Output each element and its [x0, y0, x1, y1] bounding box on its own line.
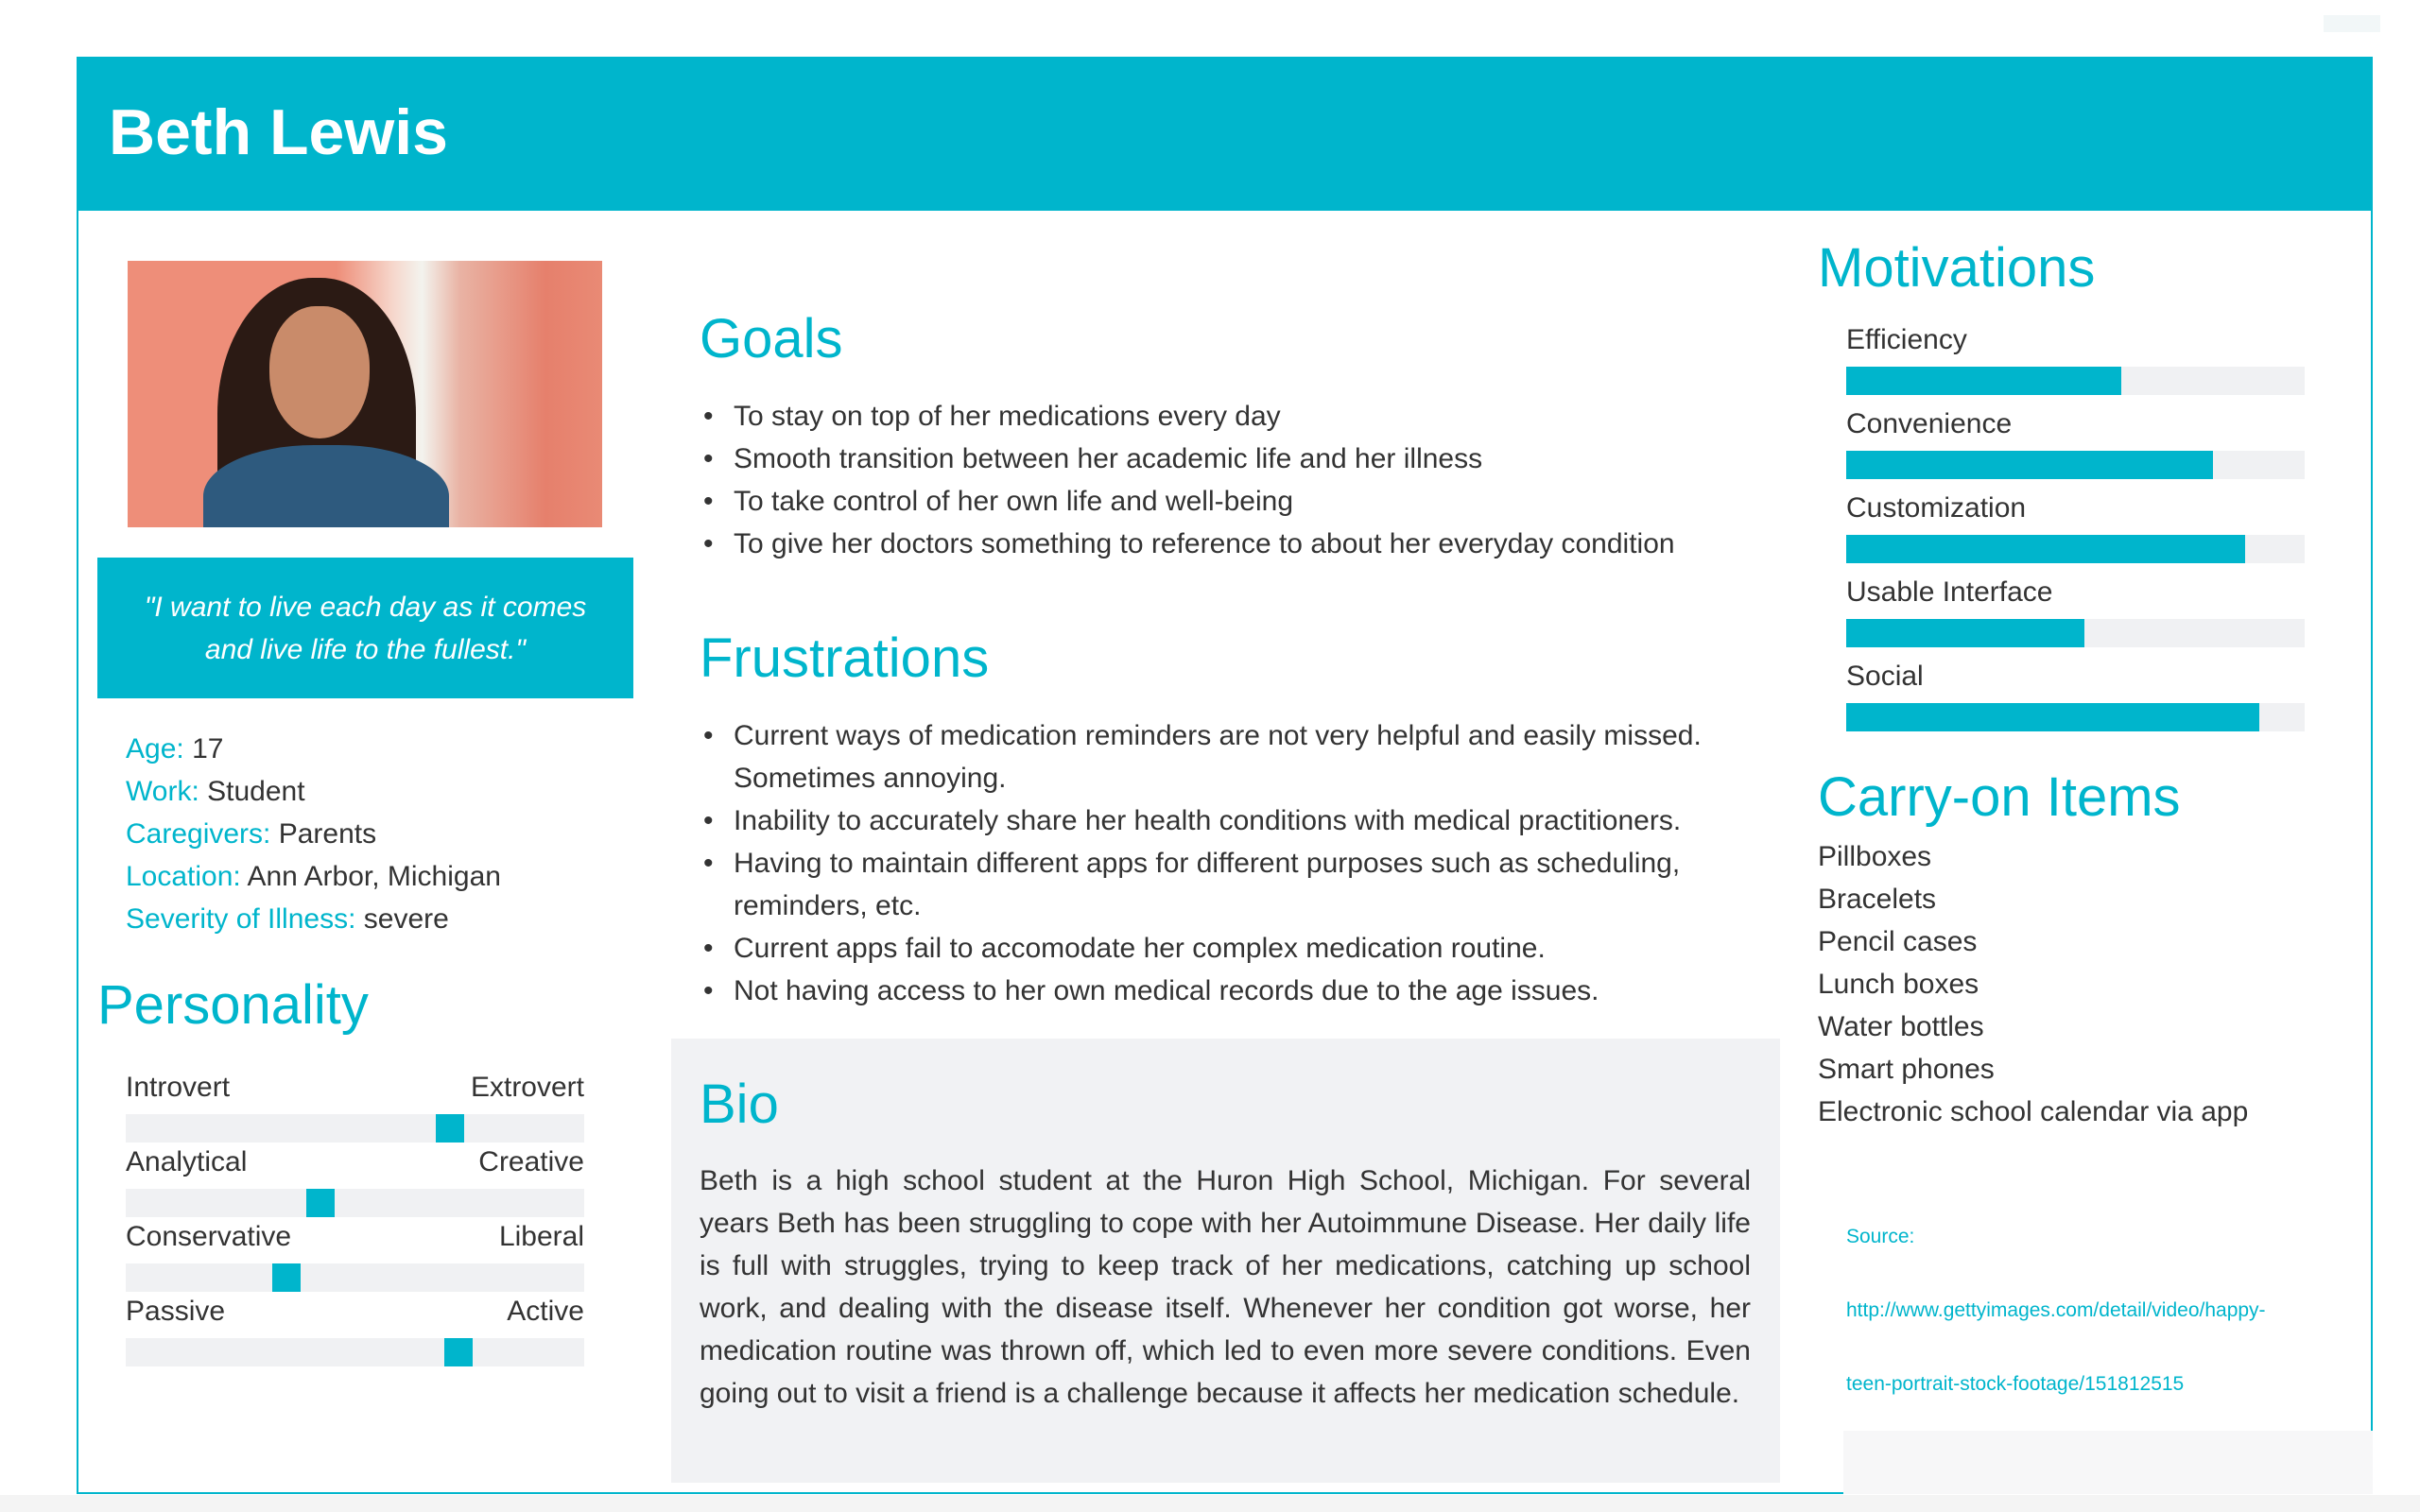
motivation-fill [1846, 451, 2213, 479]
goals-list [700, 395, 1763, 565]
motivation-fill [1846, 619, 2084, 647]
carry-on-list [1818, 835, 2248, 1133]
persona-facts [126, 728, 617, 940]
persona-header [77, 57, 2373, 211]
trait-track [126, 1114, 584, 1143]
fact-age: Age: 17 [126, 733, 224, 765]
frustrations-title: Frustrations [700, 627, 990, 689]
motivation-social: Social [1846, 660, 2305, 745]
list-item: Lunch boxes [1818, 969, 1979, 1000]
persona-quote: "I want to live each day as it comes and live life to the fullest." [97, 558, 633, 698]
list-item: • Not having access to her own medical records due to the age issues. [700, 970, 1763, 1012]
motivation-efficiency: Efficiency [1846, 323, 2305, 408]
persona-photo [128, 261, 602, 527]
source-link-continued[interactable]: teen-portrait-stock-footage/151812515 [1846, 1373, 2185, 1395]
list-item: Pencil cases [1818, 926, 1978, 957]
photo-face [269, 306, 370, 438]
persona-name: Beth Lewis [109, 96, 448, 168]
bio-text: Beth is a high school student at the Huron High School, Michigan. For several years Beth has been struggling to cope with her Autoimmune Disease. Her daily life is full with struggles, trying to keep track of her medications, catching up school work, and dealing with the disease itself. Whenever her condition got worse, her medication routine was thrown off, which led to even more severe conditions. Even going out to visit a friend is a challenge because it affects her medication schedule. [700, 1165, 1751, 1409]
trait-marker [436, 1114, 464, 1143]
motivations-title: Motivations [1818, 237, 2096, 299]
motivation-convenience: Convenience [1846, 407, 2305, 492]
trait-marker [306, 1189, 335, 1217]
motivation-fill [1846, 535, 2245, 563]
list-item: • Having to maintain different apps for different purposes such as scheduling, reminders, etc. [700, 842, 1763, 927]
list-item: • To give her doctors something to reference to about her everyday condition [700, 523, 1763, 565]
list-item: • Current apps fail to accomodate her complex medication routine. [700, 927, 1763, 970]
fact-work: Work: Student [126, 776, 305, 807]
fact-severity: Severity of Illness: severe [126, 903, 449, 935]
list-item: Electronic school calendar via app [1818, 1096, 2249, 1127]
personality-title: Personality [97, 974, 369, 1036]
list-item: Water bottles [1818, 1011, 1984, 1042]
list-item: • Current ways of medication reminders are not very helpful and easily missed. Sometimes annoying. [700, 714, 1763, 799]
motivation-fill [1846, 367, 2121, 395]
trait-track [126, 1189, 584, 1217]
goals-title: Goals [700, 308, 843, 369]
trait-track [126, 1338, 584, 1366]
list-item: • To take control of her own life and well-being [700, 480, 1763, 523]
trait-marker [444, 1338, 473, 1366]
list-item: Bracelets [1818, 884, 1937, 915]
fact-caregivers: Caregivers: Parents [126, 818, 377, 850]
list-item: Smart phones [1818, 1054, 1995, 1085]
motivation-customization: Customization [1846, 491, 2305, 576]
trait-track [126, 1263, 584, 1292]
trait-marker [272, 1263, 301, 1292]
source-link[interactable]: http://www.gettyimages.com/detail/video/happy- [1846, 1299, 2266, 1321]
frustrations-list [700, 714, 1763, 1012]
motivation-usable-interface: Usable Interface [1846, 576, 2305, 661]
trait-analytical-creative: Analytical Creative [126, 1145, 584, 1208]
motivation-fill [1846, 703, 2259, 731]
corner-decoration [2324, 15, 2380, 32]
list-item: Pillboxes [1818, 841, 1932, 872]
trait-introvert-extrovert: Introvert Extrovert [126, 1071, 584, 1133]
bio-title: Bio [700, 1074, 779, 1135]
trait-conservative-liberal: Conservative Liberal [126, 1220, 584, 1282]
page-bottom-strip [0, 1495, 2420, 1512]
carry-on-title: Carry-on Items [1818, 766, 2181, 828]
list-item: • Smooth transition between her academic life and her illness [700, 438, 1763, 480]
list-item: • To stay on top of her medications every day [700, 395, 1763, 438]
list-item: • Inability to accurately share her health conditions with medical practitioners. [700, 799, 1763, 842]
source-label: Source: [1846, 1226, 1915, 1247]
fact-location: Location: Ann Arbor, Michigan [126, 861, 501, 892]
source-panel [1843, 1431, 2373, 1494]
trait-passive-active: Passive Active [126, 1295, 584, 1357]
photo-shirt [203, 445, 449, 527]
